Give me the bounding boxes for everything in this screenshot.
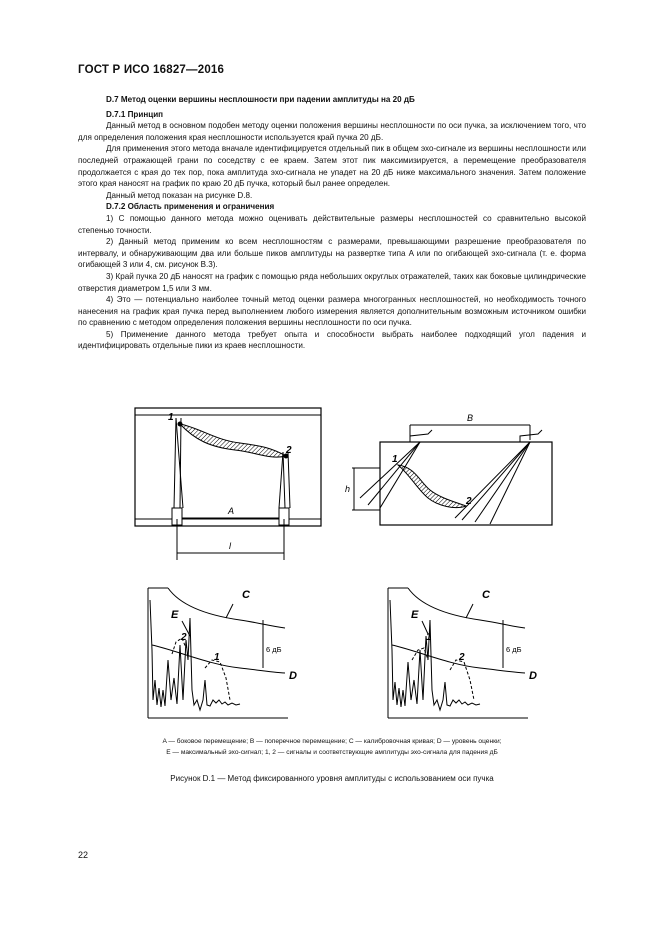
label-2: 2	[466, 496, 472, 507]
section-title: D.7 Метод оценки вершины несплошности при падении амплитуды на 20 дБ	[106, 95, 415, 104]
figure-caption: Рисунок D.1 — Метод фиксированного уровня амплитуды с использованием оси пучка	[170, 774, 494, 783]
label-D: D	[289, 670, 297, 682]
label-2: 2	[286, 445, 292, 456]
label-2: 2	[181, 632, 187, 643]
legend-line: E — максимальный эхо-сигнал; 1, 2 — сигналы и соответствующие амплитуды эхо-сигнала для падения дБ	[166, 749, 498, 756]
label-C: C	[482, 589, 490, 601]
legend-line: A — боковое перемещение; B — поперечное перемещение; C — калибровочная кривая; D — уровень оценки;	[162, 738, 502, 745]
diagram-lateral-scan	[135, 408, 321, 560]
paragraph: Данный метод показан на рисунке D.8.	[106, 190, 253, 200]
label-1: 1	[392, 454, 398, 465]
diagram-transverse-scan	[352, 425, 552, 525]
label-E: E	[171, 609, 179, 621]
subsection-principle-title: D.7.1 Принцип	[106, 109, 164, 119]
page-number: 22	[78, 850, 89, 860]
list-item: 5) Применение данного метода требует опыта и способности выбрать наиболее подходящий угол падения и идентифицировать отдельные пики из краев несплошности.	[78, 329, 586, 351]
page-header: ГОСТ Р ИСО 16827—2016	[78, 64, 225, 76]
figure-legend	[78, 736, 586, 758]
list-item: 2) Данный метод применим ко всем несплошностям с размерами, превышающими разрешение преобразователя по интервалу, и обнаруживающим два или больше пиков амплитуды на развертке типа A или по огибающей эхо-сигнала (т. е. форма огибающей 3 или 4, см. рисунок B.3).	[78, 237, 586, 270]
label-D: D	[529, 670, 537, 682]
label-1: 1	[426, 632, 432, 643]
paragraph: Данный метод в основном подобен методу оценки положения вершины несплошности по оси пучка, за исключением того, что для определения положения края несплошности используется край пучка 20 дБ.	[78, 121, 586, 142]
label-B: B	[467, 413, 474, 423]
subsection-scope-title: D.7.2 Область применения и ограничения	[106, 202, 275, 212]
label-6db: 6 дБ	[506, 645, 522, 654]
label-1: 1	[168, 412, 174, 423]
label-h: h	[345, 484, 351, 494]
label-A: A	[228, 506, 235, 516]
paragraph: Для применения этого метода вначале идентифицируется отдельный пик в общем эхо-сигнале из вершины несплошности или последней отражающей грани по соседству с ее краем. Затем этот пик максимизируется, а перемещение преобразователя продолжается с края до тех пор, пока амплитуда эхо-сигнала не упадет на 20 дБ ниже максимального значения. Затем положение этого края наносят на график по краю 20 дБ пучка, который был ранее определен.	[78, 144, 586, 189]
label-6db: 6 дБ	[266, 645, 282, 654]
label-1: 1	[214, 652, 220, 663]
label-l: l	[229, 541, 231, 551]
label-2: 2	[459, 652, 465, 663]
label-E: E	[411, 609, 419, 621]
list-item: 1) С помощью данного метода можно оценивать действительные размеры несплошностей со сравнительно высокой степенью точности.	[78, 213, 586, 235]
label-C: C	[242, 589, 250, 601]
list-item: 4) Это — потенциально наиболее точный метод оценки размера многогранных несплошностей, но необходимость точного нанесения на график края пучка перед выполнением любого измерения является дополнительным возможным источником ошибки по сравнению с методом определения положения вершины несплошности по оси пучка.	[78, 295, 586, 328]
list-item: 3) Край пучка 20 дБ наносят на график с помощью ряда небольших округлых отражателей, таких как боковые цилиндрические отверстия диаметром 1,5 или 3 мм.	[78, 271, 586, 293]
